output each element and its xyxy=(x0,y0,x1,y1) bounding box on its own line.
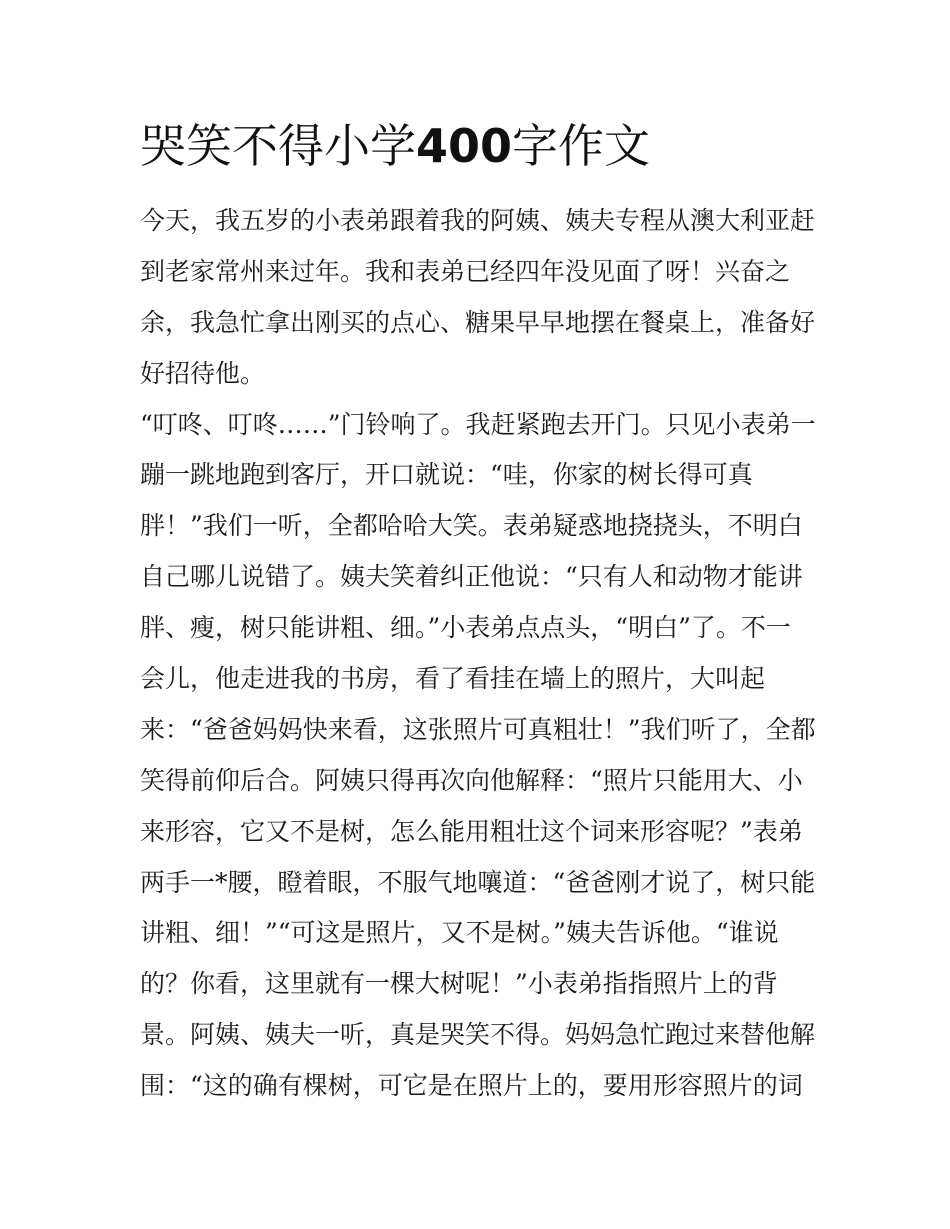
text-line: 好招待他。 xyxy=(140,358,266,388)
text-line: 胖！”我们一听，全都哈哈大笑。表弟疑惑地挠挠头，不明白 xyxy=(140,511,803,541)
text-line: 来形容，它又不是树，怎么能用粗壮这个词来形容呢？”表弟 xyxy=(140,816,803,846)
text-line: 讲粗、细！”“可这是照片，又不是树。”姨夫告诉他。“谁说 xyxy=(140,918,779,948)
text-line: 今天，我五岁的小表弟跟着我的阿姨、姨夫专程从澳大利亚赶 xyxy=(140,206,816,235)
text-line: 景。阿姨、姨夫一听，真是哭笑不得。妈妈急忙跑过来替他解 xyxy=(140,1020,816,1050)
text-line: 两手一*腰，瞪着眼，不服气地嚷道：“爸爸刚才说了，树只能 xyxy=(140,867,816,897)
text-line: 胖、瘦，树只能讲粗、细。”小表弟点点头，“明白”了。不一 xyxy=(140,613,791,643)
title-number: 400 xyxy=(416,119,513,173)
text-line: 蹦一跳地跑到客厅，开口就说：“哇，你家的树长得可真 xyxy=(140,460,753,490)
text-line: 笑得前仰后合。阿姨只得再次向他解释：“照片只能用大、小 xyxy=(140,765,803,795)
text-line: 来：“爸爸妈妈快来看，这张照片可真粗壮！”我们听了，全都 xyxy=(140,714,816,744)
text-line: 自己哪儿说错了。姨夫笑着纠正他说：“只有人和动物才能讲 xyxy=(140,562,803,592)
title-tail: 字作文 xyxy=(512,119,651,173)
text-line: 会儿，他走进我的书房，看了看挂在墙上的照片，大叫起 xyxy=(140,664,766,694)
text-line: 余，我急忙拿出刚买的点心、糖果早早地摆在餐桌上，准备好 xyxy=(140,307,816,337)
text-line: “叮咚、叮咚……”门铃响了。我赶紧跑去开门。只见小表弟一 xyxy=(140,409,816,439)
essay-body xyxy=(140,196,820,1112)
document-title xyxy=(140,113,650,179)
text-line: 的？你看，这里就有一棵大树呢！”小表弟指指照片上的背 xyxy=(140,969,778,999)
title-main: 哭笑不得小学 xyxy=(140,119,416,173)
text-line: 到老家常州来过年。我和表弟已经四年没见面了呀！兴奋之 xyxy=(140,256,791,286)
text-line: 围：“这的确有棵树，可它是在照片上的，要用形容照片的词 xyxy=(140,1071,803,1101)
